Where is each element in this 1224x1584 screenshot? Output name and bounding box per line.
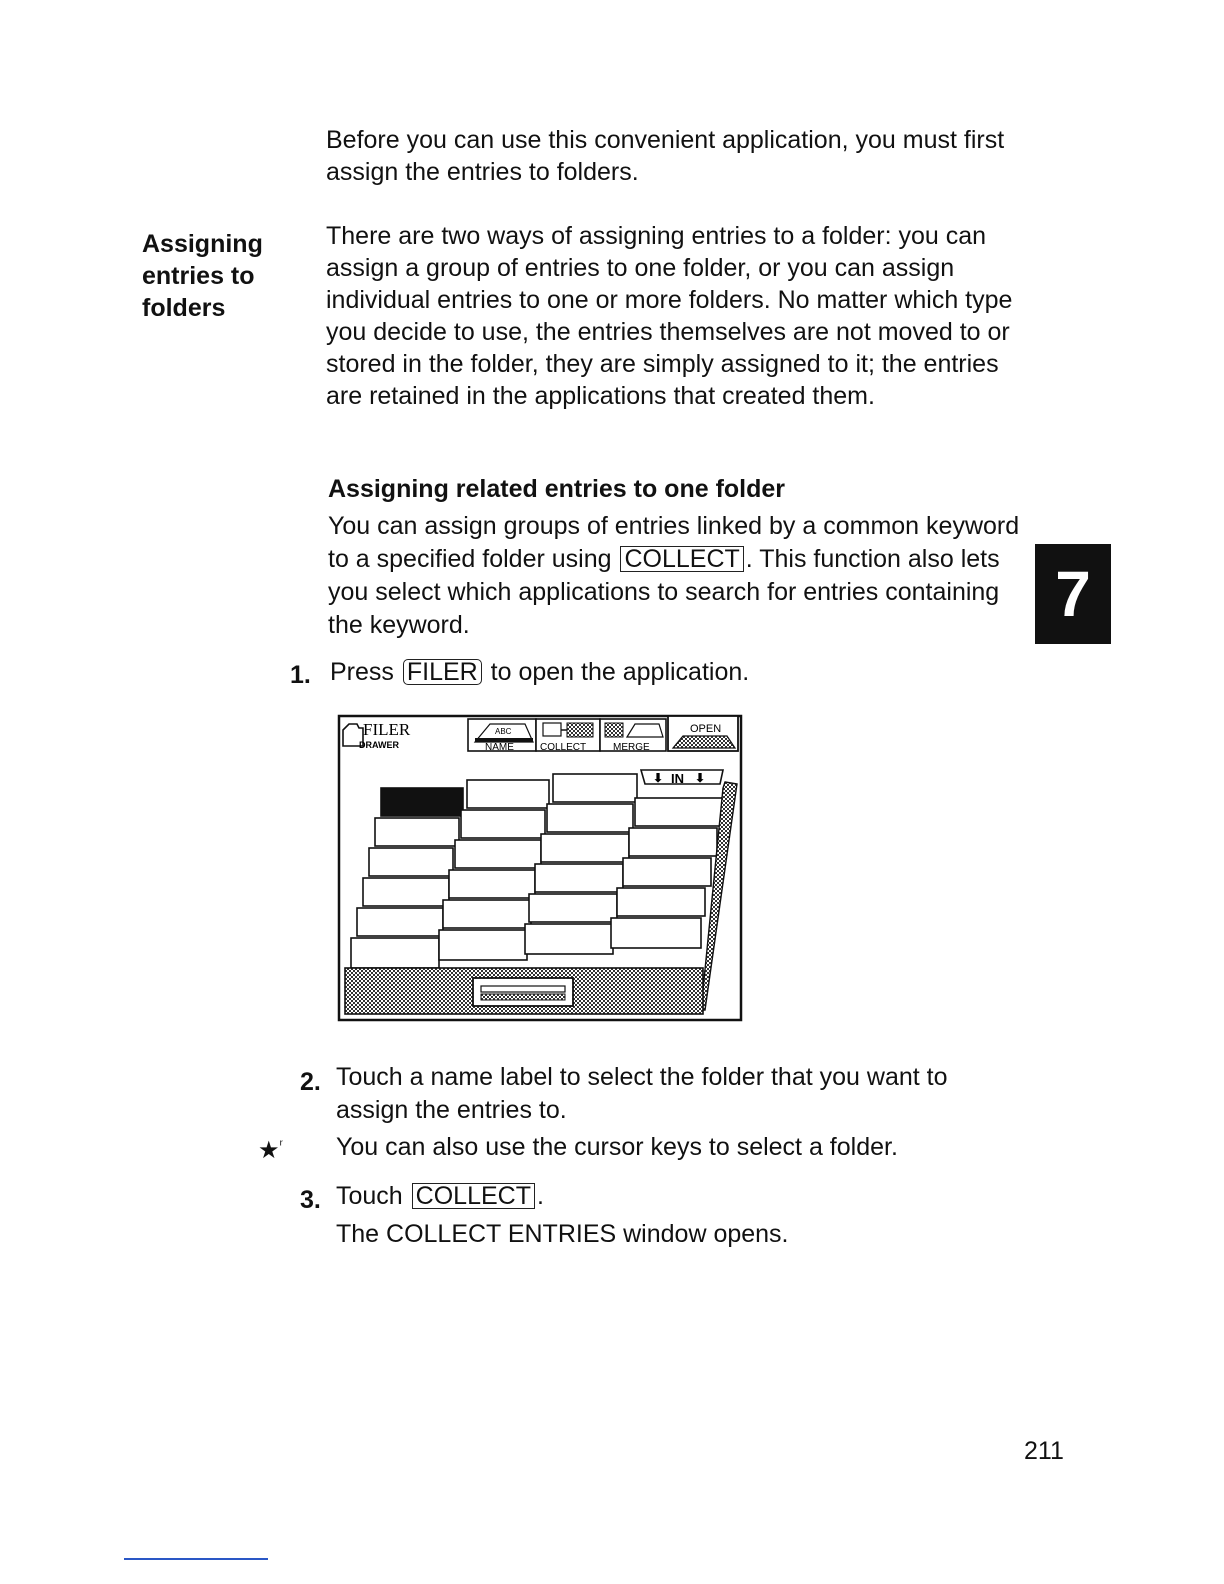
step-text: Touch <box>336 1182 403 1210</box>
step-2-text: Touch a name label to select the folder that you want to assign the entries to. <box>336 1063 948 1124</box>
folder-label[interactable] <box>629 828 717 856</box>
page-number: 211 <box>1024 1437 1064 1465</box>
folder-grid[interactable] <box>351 774 723 968</box>
open-button[interactable] <box>668 716 738 751</box>
folder-label[interactable] <box>443 900 531 928</box>
folder-label[interactable] <box>525 924 613 954</box>
in-label: IN <box>671 771 684 786</box>
folder-label[interactable] <box>541 834 629 862</box>
folder-label[interactable] <box>623 858 711 886</box>
folder-label[interactable] <box>547 804 633 832</box>
app-subtitle: DRAWER <box>359 740 399 750</box>
step-text: to open the application. <box>490 658 750 686</box>
folder-label[interactable] <box>363 878 449 906</box>
folder-label[interactable] <box>357 908 443 936</box>
step-number: 2. <box>300 1068 321 1096</box>
folder-label[interactable] <box>439 930 527 960</box>
step-text: Press <box>330 658 394 686</box>
name-button[interactable] <box>468 719 536 753</box>
side-heading <box>142 228 292 324</box>
footer-rule <box>124 1558 268 1560</box>
step-3-result: The COLLECT ENTRIES window opens. <box>336 1220 789 1248</box>
side-heading-line: Assigning <box>142 230 263 258</box>
folder-label[interactable] <box>375 818 459 846</box>
folder-label[interactable] <box>449 870 535 898</box>
folder-label[interactable] <box>617 888 705 916</box>
collect-button[interactable] <box>536 719 600 753</box>
merge-button-label: MERGE <box>613 742 650 753</box>
collect-paragraph-text: . This function also lets you select which applications to search for entries containing the keyword. <box>328 545 1000 639</box>
side-heading-line: entries to <box>142 262 255 290</box>
collect-button-label: COLLECT <box>540 742 587 753</box>
in-arrow-icon: ⬇ <box>653 771 664 785</box>
intro-paragraph: Before you can use this convenient application, you must first assign the entries to folders. <box>326 126 1005 186</box>
step-1-text <box>330 656 930 689</box>
collect-key: COLLECT <box>620 546 743 572</box>
collect-key: COLLECT <box>412 1183 535 1209</box>
collect-paragraph <box>328 510 1028 642</box>
name-button-label: NAME <box>485 742 514 753</box>
folder-label[interactable] <box>635 798 723 826</box>
folder-label[interactable] <box>369 848 453 876</box>
subheading: Assigning related entries to one folder <box>328 475 786 503</box>
side-heading-line: folders <box>142 294 226 322</box>
step-text: . <box>536 1182 544 1210</box>
merge-button[interactable] <box>600 719 666 753</box>
body-paragraph: There are two ways of assigning entries to a folder: you can assign a group of entries to one folder, or you can assign individual entries to one or more folders. No matter which type you decide to use, the entries themselves are not moved to or stored in the folder, they are simply assigned to it; the entries are retained in the applications that created them. <box>326 222 1013 410</box>
folder-label[interactable] <box>553 774 637 802</box>
folder-label[interactable] <box>351 938 439 968</box>
name-icon-text: ABC <box>495 727 512 736</box>
folder-label[interactable] <box>529 894 617 922</box>
filer-screen-graphic <box>335 712 745 1024</box>
open-button-label: OPEN <box>690 723 722 735</box>
filer-key: FILER <box>403 659 482 685</box>
filer-screen <box>335 712 745 1024</box>
collect-paragraph-text: You can assign groups of entries linked by a common keyword to a specified folder using <box>328 512 1020 573</box>
folder-label[interactable] <box>467 780 549 808</box>
in-arrow-icon: ⬇ <box>695 771 706 785</box>
step-number: 1. <box>290 661 311 689</box>
chapter-tab: 7 <box>1035 544 1111 644</box>
step-number: 3. <box>300 1186 321 1214</box>
folder-label[interactable] <box>611 918 701 948</box>
drawer-front <box>345 968 703 1014</box>
folder-label[interactable] <box>455 840 541 868</box>
folder-label[interactable] <box>461 810 545 838</box>
step-3-text <box>336 1180 1016 1213</box>
app-title: FILER <box>363 720 411 739</box>
tip-star-icon: ★$^ʳ$ <box>258 1136 283 1164</box>
tip-text: You can also use the cursor keys to select a folder. <box>336 1133 898 1161</box>
in-indicator[interactable] <box>641 770 723 786</box>
folder-label-selected[interactable] <box>381 788 463 816</box>
folder-label[interactable] <box>535 864 623 892</box>
